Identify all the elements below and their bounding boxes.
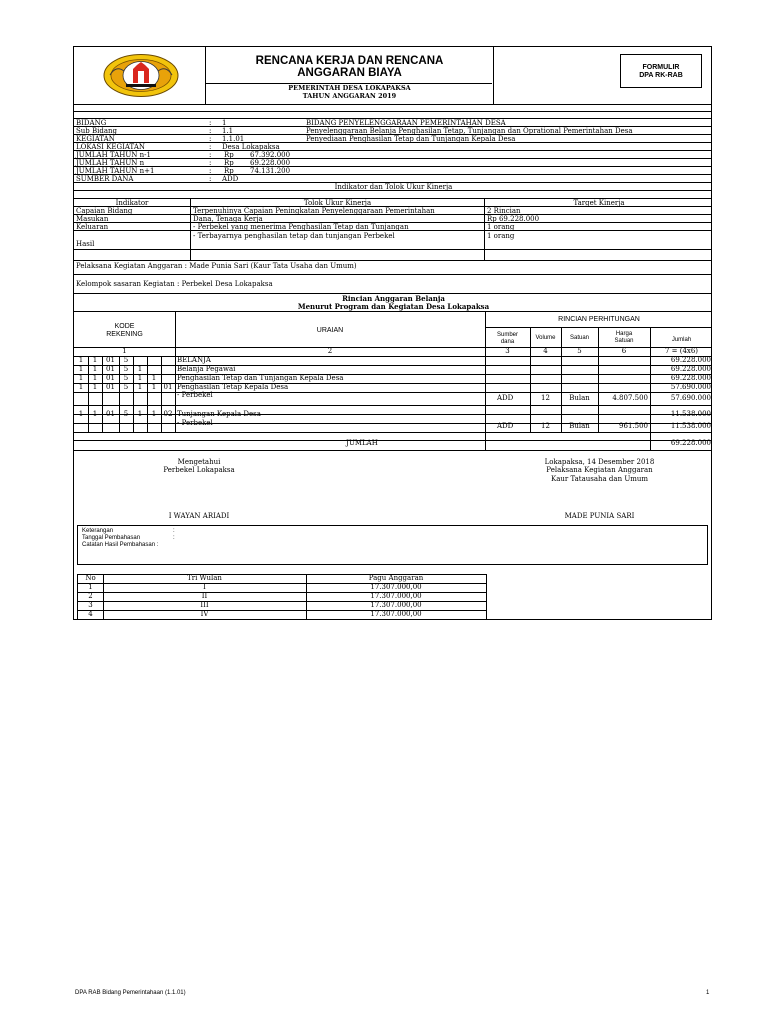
info-value: Penyediaan Penghasilan Tetap dan Tunjangan Kepala Desa	[306, 135, 516, 143]
uraian-cell: - Perbekel	[177, 391, 213, 399]
uraian-cell: Penghasilan Tetap Kepala Desa	[177, 383, 289, 391]
kode-header-line1: KODE	[114, 323, 135, 330]
info-label: BIDANG	[76, 119, 107, 127]
triwulan-pagu: 17.307.000,00	[370, 601, 422, 609]
kode-cell: 5	[123, 374, 129, 382]
info-sep: :	[209, 159, 212, 167]
triwulan-pagu: 17.307.000,00	[370, 592, 422, 600]
note-colon: :	[173, 528, 175, 534]
sign-left-name: I WAYAN ARIADI	[168, 512, 230, 520]
sign-left-line2: Perbekel Lokapaksa	[163, 466, 235, 474]
jumlah-cell: 11.538.000	[670, 410, 711, 418]
kode-cell: 1	[78, 356, 84, 364]
info-label: JUMLAH TAHUN n+1	[76, 167, 155, 175]
satuan-cell: Bulan	[569, 394, 590, 402]
kode-cell: 01	[106, 374, 115, 382]
kode-cell: 1	[137, 410, 143, 418]
village-seal-logo	[102, 53, 180, 98]
kode-header-line2: REKENING	[106, 331, 143, 338]
kode-cell: 01	[106, 365, 115, 373]
info-label: KEGIATAN	[76, 135, 115, 143]
colnum: 4	[543, 347, 548, 355]
kinerja-tolok: - Perbekel yang menerima Penghasilan Tetap dan Tunjangan	[193, 223, 409, 231]
volume-header: Volume	[535, 335, 556, 341]
triwulan-no: 4	[88, 610, 93, 618]
sumber-header-line1: Sumber	[496, 332, 518, 338]
info-code: Desa Lokapaksa	[222, 143, 280, 151]
kode-cell: 1	[137, 383, 143, 391]
satuan-header: Satuan	[569, 335, 590, 341]
kode-cell: 1	[78, 383, 84, 391]
info-sep: :	[209, 119, 212, 127]
kode-cell: 01	[106, 410, 115, 418]
doc-subtitle-line2: TAHUN ANGGARAN 2019	[302, 92, 397, 100]
harga-cell: 4.807.500	[612, 394, 648, 402]
kinerja-indikator: Hasil	[76, 240, 95, 248]
kode-cell: 1	[92, 410, 98, 418]
triwulan-period: III	[200, 601, 209, 609]
info-currency: Rp	[224, 167, 234, 175]
uraian-header: URAIAN	[316, 327, 344, 334]
kode-cell: 1	[92, 365, 98, 373]
info-amount: 69.228.000	[250, 159, 291, 167]
kode-cell: 02	[163, 410, 173, 418]
sign-left-line1: Mengetahui	[177, 458, 221, 466]
triwulan-no: 1	[88, 583, 93, 591]
kode-cell: 1	[78, 374, 84, 382]
info-value: BIDANG PENYELENGGARAAN PEMERINTAHAN DESA	[306, 119, 506, 127]
doc-subtitle-line1: PEMERINTAH DESA LOKAPAKSA	[288, 84, 411, 92]
info-code: 1	[222, 119, 227, 127]
kode-cell: 1	[137, 374, 143, 382]
kode-cell: 1	[92, 356, 98, 364]
info-sep: :	[209, 143, 212, 151]
doc-title-line2: ANGGARAN BIAYA	[297, 67, 402, 79]
kode-cell: 5	[123, 365, 129, 373]
triwulan-header-pagu: Pagu Anggaran	[368, 574, 424, 582]
kinerja-title: Indikator dan Tolok Ukur Kinerja	[334, 183, 453, 191]
jumlah-cell: 57.690.000	[670, 394, 711, 402]
sumber-cell: ADD	[497, 422, 514, 430]
uraian-cell: - Perbekel	[177, 419, 213, 427]
kinerja-header-tolok: Tolok Ukur Kinerja	[303, 199, 372, 207]
form-code-box	[620, 54, 702, 88]
triwulan-header-triwulan: Tri Wulan	[187, 574, 222, 582]
kode-cell: 1	[151, 383, 157, 391]
kinerja-indikator: Keluaran	[76, 223, 109, 231]
rincian-title-line1: Rincian Anggaran Belanja	[342, 294, 445, 303]
jumlah-total-label: JUMLAH	[346, 439, 378, 447]
kode-cell: 1	[78, 365, 84, 373]
sumber-cell: ADD	[497, 394, 514, 402]
pelaksana-kegiatan: Pelaksana Kegiatan Anggaran : Made Punia Sari (Kaur Tata Usaha dan Umum)	[76, 262, 357, 270]
harga-header-line2: Satuan	[614, 338, 634, 344]
volume-cell: 12	[541, 422, 550, 430]
sign-right-line1: Lokapaksa, 14 Desember 2018	[544, 458, 655, 466]
triwulan-period: IV	[200, 610, 209, 618]
rab-document	[73, 46, 712, 620]
jumlah-cell: 69.228.000	[670, 374, 711, 382]
kinerja-target: 2 Rincian	[487, 207, 521, 215]
info-code: ADD	[222, 175, 239, 183]
colnum: 1	[122, 347, 127, 355]
footer-page-number: 1	[706, 990, 710, 996]
kode-cell: 1	[78, 410, 84, 418]
note-tanggal: Tanggal Pembahasan	[82, 535, 141, 541]
jumlah-header: Jumlah	[671, 337, 692, 343]
info-sep: :	[209, 151, 212, 159]
sign-right-name: MADE PUNIA SARI	[564, 512, 635, 520]
rincian-title-line2: Menurut Program dan Kegiatan Desa Lokapaksa	[297, 302, 490, 311]
triwulan-period: II	[201, 592, 208, 600]
uraian-cell: Penghasilan Tetap dan Tunjangan Kepala Desa	[177, 374, 344, 382]
uraian-cell: BELANJA	[177, 356, 211, 364]
info-code: 1.1	[222, 127, 234, 135]
kinerja-tolok: - Terbayarnya penghasilan tetap dan tunjangan Perbekel	[193, 232, 395, 240]
harga-header-line1: Harga	[615, 331, 633, 337]
triwulan-no: 2	[88, 592, 93, 600]
colnum: 3	[505, 347, 510, 355]
notes-box	[77, 525, 708, 565]
info-currency: Rp	[224, 151, 234, 159]
kode-cell: 1	[151, 374, 157, 382]
note-colon: :	[173, 535, 175, 541]
kinerja-header-target: Target Kinerja	[573, 199, 625, 207]
kode-cell: 5	[123, 356, 129, 364]
info-label: Sub Bidang	[76, 127, 118, 135]
info-sep: :	[209, 175, 212, 183]
triwulan-header-no: No	[85, 574, 96, 582]
kode-cell: 5	[123, 383, 129, 391]
kinerja-header-indikator: Indikator	[115, 199, 149, 207]
form-label-line2: DPA RK-RAB	[639, 72, 683, 79]
perhitungan-header: RINCIAN PERHITUNGAN	[558, 316, 640, 323]
jumlah-cell: 57.690.000	[670, 383, 711, 391]
kinerja-target: Rp 69.228.000	[487, 215, 540, 223]
kode-cell: 01	[163, 383, 173, 391]
kode-cell: 1	[92, 374, 98, 382]
kinerja-target: 1 orang	[487, 232, 515, 240]
info-sep: :	[209, 127, 212, 135]
triwulan-table	[77, 574, 487, 620]
colnum: 5	[577, 347, 582, 355]
harga-cell: 961.500	[619, 422, 648, 430]
info-code: 1.1.01	[222, 135, 245, 143]
colnum: 7 = (4x6)	[664, 347, 699, 355]
sumber-header-line2: dana	[500, 339, 515, 345]
info-amount: 74.131.200	[250, 167, 291, 175]
sign-right-line2: Pelaksana Kegiatan Anggaran	[546, 466, 653, 474]
kelompok-sasaran: Kelompok sasaran Kegiatan : Perbekel Desa Lokapaksa	[76, 280, 273, 288]
info-value: Penyelenggaraan Belanja Penghasilan Tetap, Tunjangan dan Oprational Pemerintahan Desa	[306, 127, 633, 135]
info-currency: Rp	[224, 159, 234, 167]
note-catatan: Catatan Hasil Pembahasan :	[82, 542, 159, 548]
info-label: LOKASI KEGIATAN	[76, 143, 146, 151]
kode-cell: 1	[151, 410, 157, 418]
kinerja-tolok: Terpenuhinya Capaian Peningkatan Penyelenggaraan Pemerintahan	[193, 207, 435, 215]
note-keterangan: Keterangan	[82, 528, 114, 534]
info-label: JUMLAH TAHUN n	[76, 159, 145, 167]
kode-cell: 1	[137, 365, 143, 373]
sign-right-line3: Kaur Tatausaha dan Umum	[550, 475, 649, 483]
uraian-cell: Belanja Pegawai	[177, 365, 236, 373]
triwulan-no: 3	[88, 601, 93, 609]
form-label-line1: FORMULIR	[642, 64, 680, 71]
kinerja-tolok: Dana, Tenaga Kerja	[193, 215, 263, 223]
kinerja-target: 1 orang	[487, 223, 515, 231]
kinerja-indikator: Capaian Bidang	[76, 207, 133, 215]
footer-doc-name: DPA RAB Bidang Pemerintahaan (1.1.01)	[75, 990, 186, 996]
uraian-cell: Tunjangan Kepala Desa	[177, 410, 261, 418]
kinerja-indikator: Masukan	[76, 215, 109, 223]
volume-cell: 12	[541, 394, 550, 402]
kode-cell: 5	[123, 410, 129, 418]
kode-cell: 01	[106, 383, 115, 391]
triwulan-period: I	[203, 583, 206, 591]
doc-title-line1: RENCANA KERJA DAN RENCANA	[255, 55, 444, 67]
info-label: SUMBER DANA	[76, 175, 134, 183]
info-amount: 67.392.000	[250, 151, 291, 159]
kode-cell: 01	[106, 356, 115, 364]
colnum: 6	[621, 347, 627, 355]
triwulan-pagu: 17.307.000,00	[370, 583, 422, 591]
kode-cell: 1	[92, 383, 98, 391]
info-label: JUMLAH TAHUN n-1	[76, 151, 151, 159]
info-sep: :	[209, 135, 212, 143]
jumlah-cell: 69.228.000	[670, 365, 711, 373]
jumlah-total-value: 69.228.000	[670, 439, 711, 447]
info-sep: :	[209, 167, 212, 175]
jumlah-cell: 69.228.000	[670, 356, 711, 364]
triwulan-pagu: 17.307.000,00	[370, 610, 422, 618]
satuan-cell: Bulan	[569, 422, 590, 430]
colnum: 2	[327, 347, 333, 355]
jumlah-cell: 11.538.000	[670, 422, 711, 430]
